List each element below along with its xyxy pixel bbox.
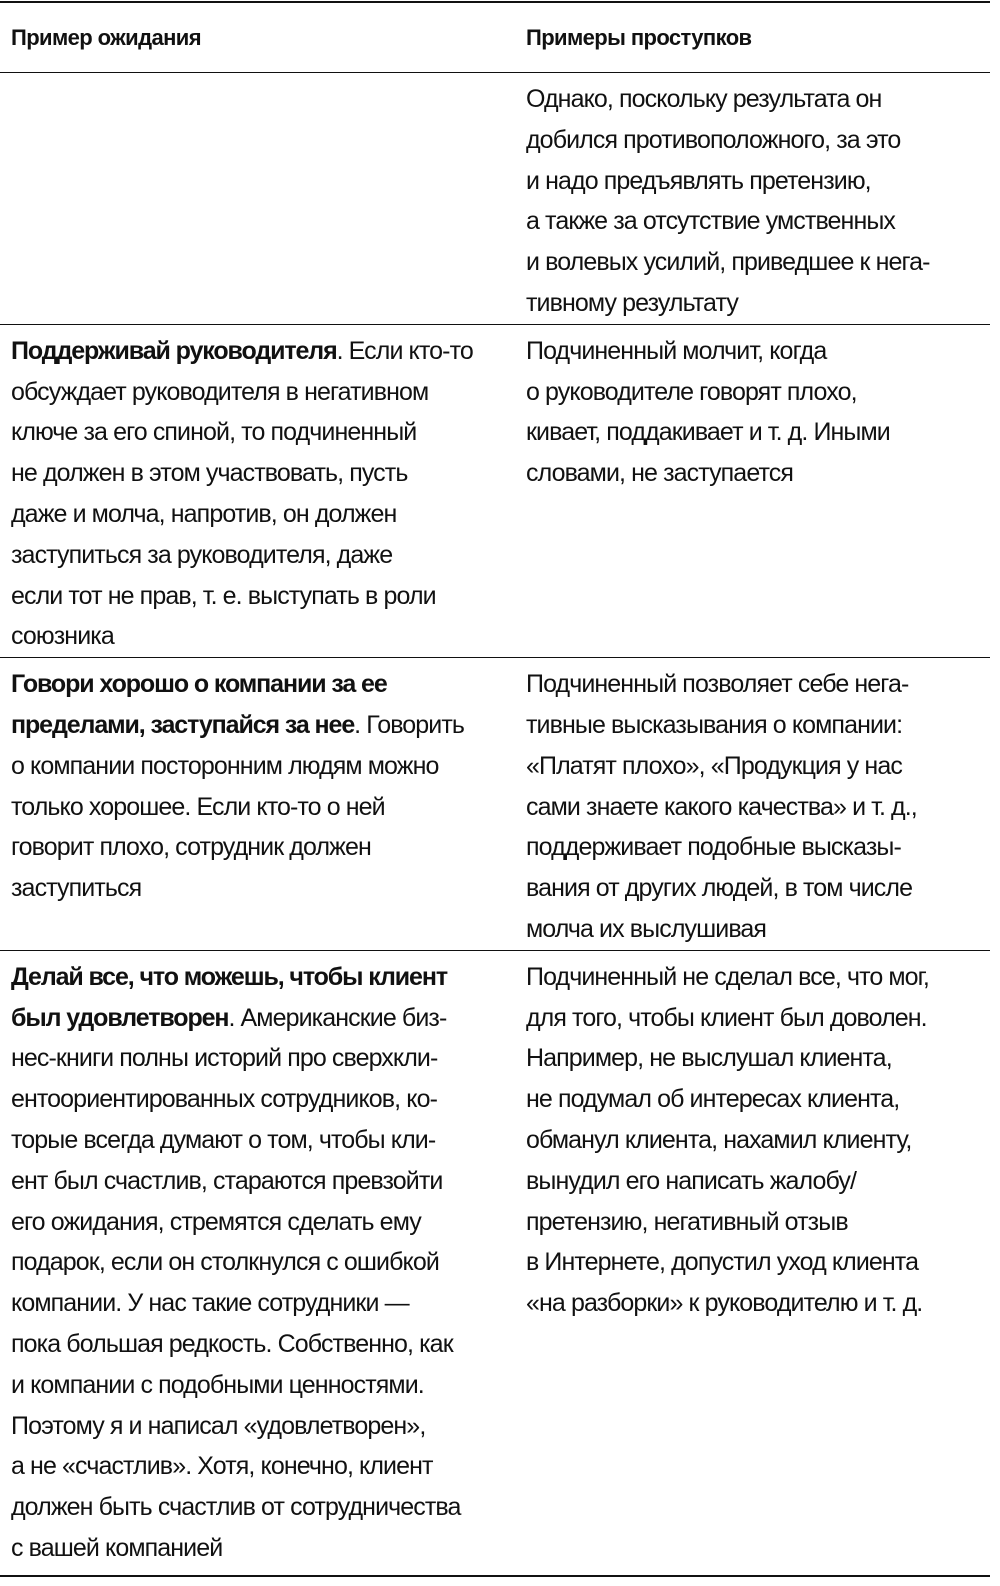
expectation-cell xyxy=(0,950,512,1569)
header-violations: Примеры проступков xyxy=(512,3,990,73)
violations-cell: Подчиненный не сделал все, что мог, для того, чтобы клиент был доволен. Например, не выслушал клиента, не подумал об интересах клиента, обманул клиента, нахамил клиенту, вынудил его написать жалобу/ претензию, негативный отзыв в Интернете, допустил уход клиента «на разборки» к руководителю и т. д. xyxy=(526,962,929,1318)
expectation-title: Говори хорошо о компании за ее пределами, заступайся за нее xyxy=(11,670,387,739)
expectation-text: . Если кто-то обсуждает руководителя в негативном ключе за его спиной, то подчиненный не должен в этом участвовать, пусть даже и молча, напротив, он должен заступиться за руководителя, даже если тот не прав, т. е. выступать в роли союзника xyxy=(11,336,473,651)
table-row xyxy=(0,73,990,325)
expectation-cell xyxy=(0,658,512,951)
violations-cell: Подчиненный молчит, когда о руководителе говорят плохо, кивает, поддакивает и т. д. Иными словами, не заступается xyxy=(512,324,990,657)
expectation-title: Делай все, что можешь, чтобы клиент был удовлетворен xyxy=(11,962,447,1032)
table-row xyxy=(0,950,990,1569)
header-expectation: Пример ожидания xyxy=(0,3,512,73)
expectation-cell xyxy=(0,73,512,325)
expectation-title: Поддерживай руководителя xyxy=(11,336,337,365)
violations-cell: Подчиненный позволяет себе нега- тивные высказывания о компании: «Платят плохо», «Продукция у нас сами знаете какого качества» и т. д., поддерживает подобные высказы- вания от других людей, в том числе молча их выслушивая xyxy=(512,658,990,951)
violations-cell: Однако, поскольку результата он добился противоположного, за это и надо предъявлять претензию, а также за отсутствие умственных и волевых усилий, приведшее к нега- тивному результату xyxy=(512,73,990,325)
table-header-row xyxy=(0,3,990,73)
expectation-text: . Американские биз- нес-книги полны историй про сверхкли- ентоориентированных сотрудников, ко- торые всегда думают о том, чтобы кли- ент был счастлив, стараются превзойти его ожидания, стремятся сделать ему подарок, если он столкнулся с ошибкой компании. У нас такие сотрудники — пока большая редкость. Собственно, как и компании с подобными ценностями. Поэтому я и написал «удовлетворен», а не «счастлив». Хотя, конечно, клиент должен быть счастлив от сотрудничества с вашей компанией xyxy=(11,1003,461,1562)
table-row xyxy=(0,658,990,951)
table-bottom-rule xyxy=(0,1575,990,1577)
expectation-text: . Говорить о компании посторонним людям можно только хорошее. Если кто-то о ней говорит плохо, сотрудник должен заступиться xyxy=(11,710,465,903)
table-row xyxy=(0,324,990,657)
expectation-cell xyxy=(0,324,512,657)
expectations-table xyxy=(0,3,990,1569)
